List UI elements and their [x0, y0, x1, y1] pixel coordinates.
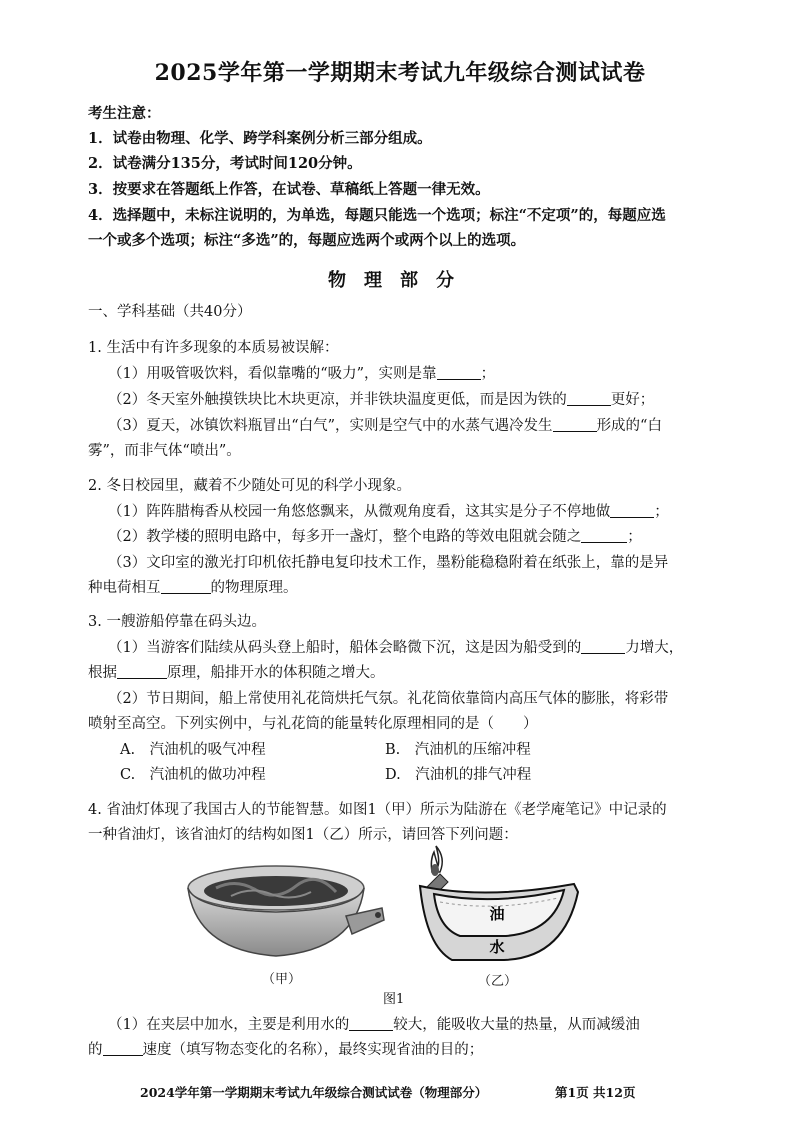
note-item: 3．按要求在答题纸上作答，在试卷、草稿纸上答题一律无效。 — [88, 181, 490, 198]
question-text: 原理，船排开水的体积随之增大。 — [167, 665, 385, 681]
answer-blank[interactable] — [553, 417, 597, 432]
question-3-part-1-cont — [88, 663, 385, 683]
option-b[interactable]: B. 汽油机的压缩冲程 — [385, 742, 531, 758]
question-1-part-2 — [108, 390, 654, 410]
question-text: （3）夏天，冰镇饮料瓶冒出“白气”，实则是空气中的水蒸气遇冷发生 — [108, 418, 553, 434]
answer-blank[interactable] — [581, 528, 627, 543]
option-a[interactable]: A. 汽油机的吸气冲程 — [120, 742, 266, 758]
oil-label: 油 — [489, 905, 505, 923]
question-1-part-3 — [108, 416, 662, 436]
note-item: 一个或多个选项；标注“多选”的，每题应选两个或两个以上的选项。 — [88, 232, 526, 249]
question-3-stem: 3. 一艘游船停靠在码头边。 — [88, 614, 266, 630]
question-2-part-2 — [108, 527, 642, 547]
footer-page-number: 第1页 共12页 — [555, 1085, 636, 1100]
question-text: ； — [480, 366, 496, 382]
notes-heading: 考生注意： — [88, 105, 161, 122]
answer-blank[interactable] — [610, 503, 654, 518]
question-2-part-3-cont — [88, 578, 298, 598]
figure-caption: 图1 — [383, 992, 405, 1007]
question-text: 的物理原理。 — [210, 580, 298, 596]
question-3-part-1 — [108, 638, 683, 658]
question-3-part-2-cont: 喷射至高空。下列实例中，与礼花筒的能量转化原理相同的是（ ） — [88, 716, 538, 732]
question-1-stem: 1. 生活中有许多现象的本质易被误解： — [88, 340, 339, 356]
answer-blank[interactable] — [437, 365, 481, 380]
question-text: 形成的“白 — [596, 418, 662, 434]
section-title: 物理部分 — [328, 270, 472, 291]
question-text: 的 — [88, 1042, 103, 1058]
figure-label-a: （甲） — [262, 972, 302, 987]
question-1-part-1 — [108, 364, 495, 384]
question-1-part-3-cont: 雾”，而非气体“喷出”。 — [88, 443, 241, 459]
question-text: （1）阵阵腊梅香从校园一角悠悠飘来，从微观角度看，这其实是分子不停地做 — [108, 504, 611, 520]
answer-blank[interactable] — [567, 391, 611, 406]
question-text: ； — [627, 529, 642, 545]
question-text: 种电荷相互 — [88, 580, 161, 596]
question-3-part-2: （2）节日期间，船上常使用礼花筒烘托气氛。礼花筒依靠筒内高压气体的膨胀，将彩带 — [108, 691, 669, 707]
option-d[interactable]: D. 汽油机的排气冲程 — [385, 767, 532, 783]
option-c[interactable]: C. 汽油机的做功冲程 — [120, 767, 266, 783]
question-text: （2）教学楼的照明电路中，每多开一盏灯，整个电路的等效电阻就会随之 — [108, 529, 582, 545]
answer-blank[interactable] — [103, 1041, 143, 1056]
question-2-part-3: （3）文印室的激光打印机依托静电复印技术工作，墨粉能稳稳附着在纸张上，靠的是异 — [108, 555, 669, 571]
question-text: （1）在夹层中加水，主要是利用水的 — [108, 1017, 350, 1033]
page-title: 2025学年第一学期期末考试九年级综合测试试卷 — [154, 60, 646, 86]
question-2-part-1 — [108, 502, 669, 522]
oil-lamp-diagram — [414, 836, 584, 968]
oil-lamp-photo — [186, 858, 386, 968]
question-text: ； — [654, 504, 669, 520]
question-text: 速度（填写物态变化的名称），最终实现省油的目的； — [142, 1042, 484, 1058]
question-text: （1）当游客们陆续从码头登上船时，船体会略微下沉，这是因为船受到的 — [108, 640, 582, 656]
answer-blank[interactable] — [161, 579, 211, 594]
question-text: （1）用吸管吸饮料，看似靠嘴的“吸力”，实则是靠 — [108, 366, 437, 382]
note-item: 1．试卷由物理、化学、跨学科案例分析三部分组成。 — [88, 130, 432, 147]
water-label: 水 — [489, 938, 505, 956]
question-text: （2）冬天室外触摸铁块比木块更凉，并非铁块温度更低，而是因为铁的 — [108, 392, 567, 408]
note-item: 4．选择题中，未标注说明的，为单选，每题只能选一个选项；标注“不定项”的，每题应选 — [88, 207, 666, 224]
part-heading: 一、学科基础（共40分） — [88, 304, 252, 320]
question-text: 根据 — [88, 665, 117, 681]
footer-exam-title: 2024学年第一学期期末考试九年级综合测试试卷（物理部分） — [140, 1085, 488, 1100]
answer-blank[interactable] — [117, 664, 167, 679]
question-text: 较大，能吸收大量的热量，从而减缓油 — [393, 1017, 640, 1033]
answer-blank[interactable] — [581, 639, 625, 654]
answer-blank[interactable] — [349, 1016, 393, 1031]
figure-label-b: （乙） — [478, 974, 518, 989]
question-4-part-1-cont — [88, 1040, 483, 1060]
question-4-stem: 4. 省油灯体现了我国古人的节能智慧。如图1（甲）所示为陆游在《老学庵笔记》中记录的 — [88, 802, 667, 818]
question-text: 更好； — [610, 392, 655, 408]
note-item: 2．试卷满分135分，考试时间120分钟。 — [88, 155, 362, 172]
question-2-stem: 2. 冬日校园里，藏着不少随处可见的科学小现象。 — [88, 478, 411, 494]
question-text: 力增大， — [625, 640, 684, 656]
question-4-stem-cont: 一种省油灯，该省油灯的结构如图1（乙）所示，请回答下列问题： — [88, 827, 518, 843]
question-4-part-1 — [108, 1015, 640, 1035]
